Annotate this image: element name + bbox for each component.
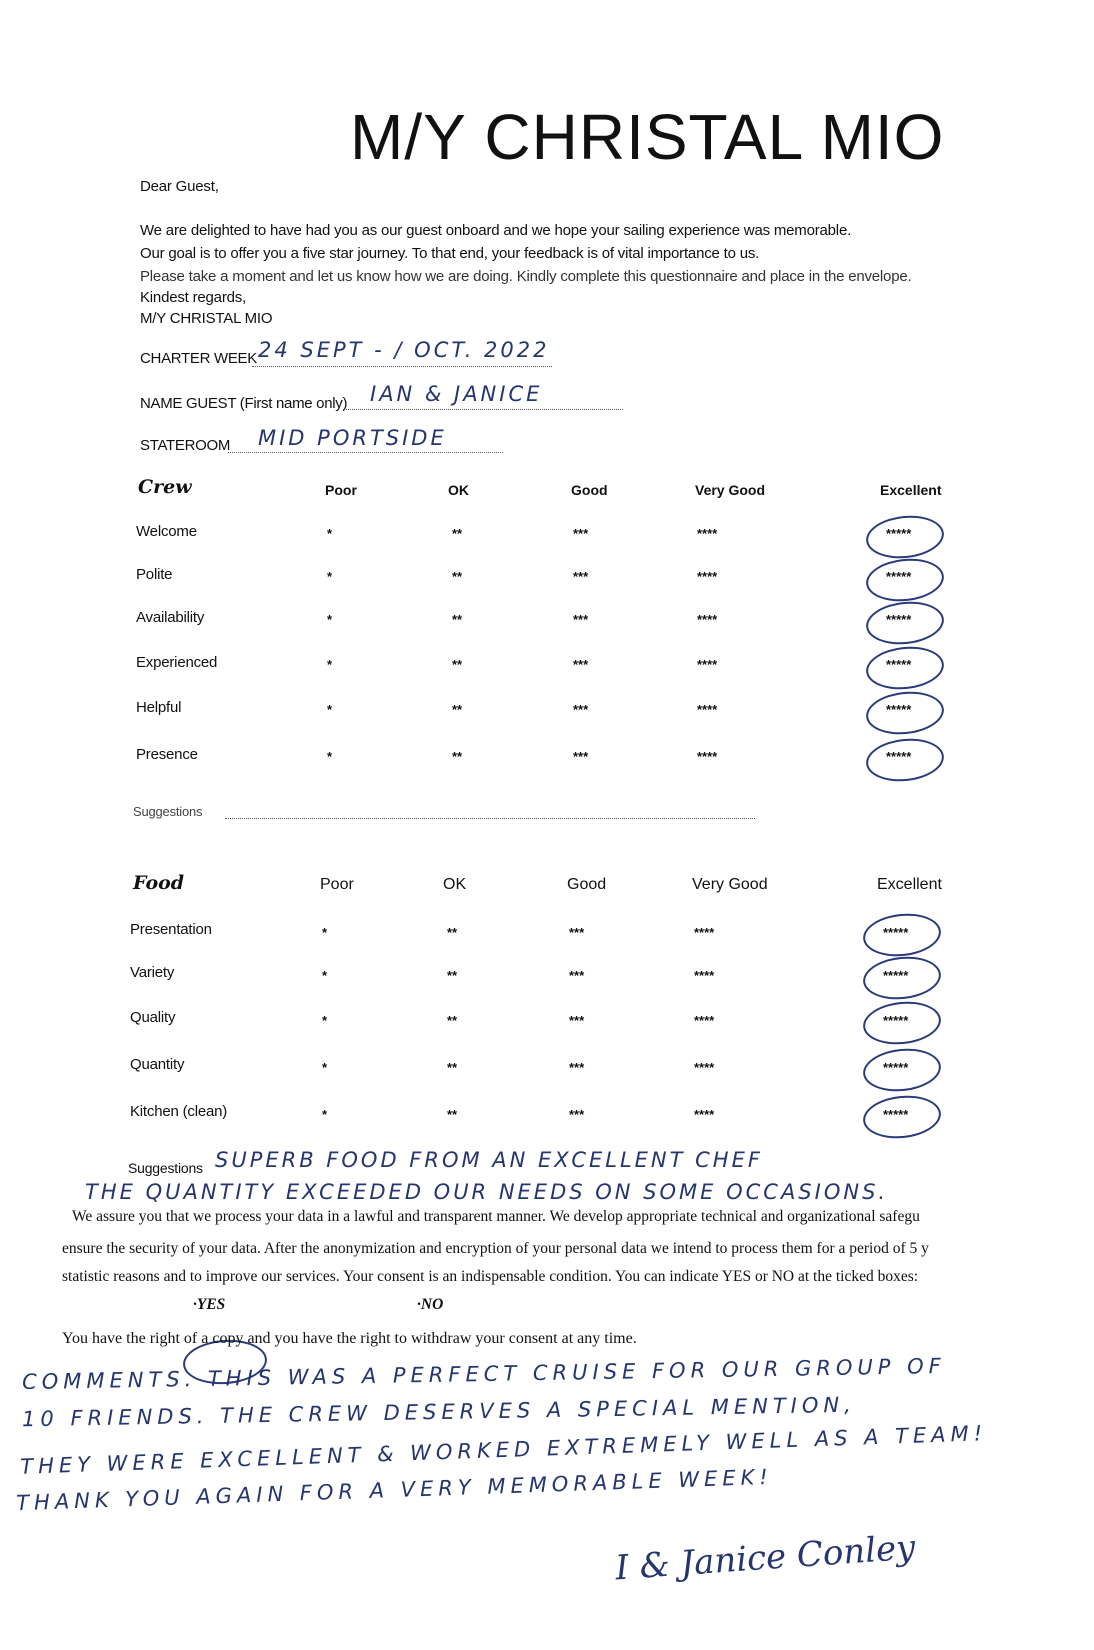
- crew-rating-option[interactable]: *****: [886, 748, 912, 764]
- food-selected-circle: [861, 998, 943, 1048]
- food-header-very-good: Very Good: [692, 876, 768, 893]
- food-selected-circle: [861, 1045, 943, 1095]
- food-rating-option[interactable]: *****: [883, 1107, 909, 1122]
- comments-line-3[interactable]: THEY WERE EXCELLENT & WORKED EXTREMELY WELL AS A TEAM!: [19, 1421, 988, 1479]
- name-guest-dotted-line: [343, 409, 623, 410]
- guest-signature: I & Janice Conley: [613, 1527, 917, 1589]
- food-rating-option[interactable]: ***: [569, 1060, 585, 1075]
- food-rating-option[interactable]: ***: [569, 968, 585, 983]
- food-rating-option[interactable]: *: [322, 1060, 328, 1075]
- food-rating-option[interactable]: ****: [694, 968, 715, 983]
- charter-week-label: CHARTER WEEK: [140, 350, 257, 367]
- crew-rating-option[interactable]: **: [452, 569, 463, 584]
- crew-row-label: Presence: [136, 745, 198, 763]
- stateroom-label: STATEROOM: [140, 437, 231, 454]
- comments-line-2[interactable]: 10 FRIENDS. THE CREW DESERVES A SPECIAL MENTION,: [21, 1392, 856, 1432]
- food-rating-option[interactable]: ***: [569, 1107, 585, 1122]
- crew-rating-option[interactable]: **: [452, 612, 463, 627]
- letter-line-2: Our goal is to offer you a five star journey. To that end, your feedback is of vital importance to us.: [140, 245, 760, 262]
- food-rating-option[interactable]: ****: [694, 1107, 715, 1122]
- crew-selected-circle: [864, 735, 946, 785]
- food-rating-option[interactable]: ***: [569, 1013, 585, 1028]
- consent-line-2: ensure the security of your data. After the anonymization and encryption of your personal data we intend to process them for a period of 5 y: [62, 1240, 929, 1257]
- letter-sender: M/Y CHRISTAL MIO: [140, 310, 273, 327]
- food-rating-option[interactable]: *: [322, 1107, 328, 1122]
- crew-row-label: Polite: [136, 566, 173, 583]
- crew-rating-option[interactable]: *: [327, 748, 333, 764]
- letter-line-1: We are delighted to have had you as our guest onboard and we hope your sailing experience was memorable.: [140, 222, 852, 239]
- crew-rating-option[interactable]: *: [327, 612, 333, 627]
- food-rating-option[interactable]: **: [447, 925, 458, 940]
- name-guest-value[interactable]: IAN & JANICE: [370, 382, 543, 406]
- crew-header-very-good: Very Good: [695, 482, 766, 498]
- crew-row-label: Experienced: [136, 653, 218, 671]
- greeting: Dear Guest,: [140, 178, 219, 195]
- crew-row-label: Helpful: [136, 699, 182, 716]
- charter-week-value[interactable]: 24 SEPT - / OCT. 2022: [258, 338, 550, 362]
- food-header-good: Good: [567, 876, 607, 893]
- food-row-label: Quality: [130, 1009, 176, 1026]
- crew-rating-option[interactable]: *****: [886, 526, 912, 541]
- food-header-excellent: Excellent: [877, 876, 942, 893]
- food-rating-option[interactable]: *: [322, 1013, 328, 1028]
- crew-row-label: Welcome: [136, 523, 197, 540]
- food-rating-option[interactable]: ***: [569, 925, 585, 940]
- comments-line-4[interactable]: THANK YOU AGAIN FOR A VERY MEMORABLE WEEK!: [15, 1464, 774, 1516]
- food-suggestions-line-2[interactable]: THE QUANTITY EXCEEDED OUR NEEDS ON SOME OCCASIONS.: [85, 1180, 889, 1204]
- food-header-ok: OK: [443, 876, 467, 893]
- crew-header-good: Good: [571, 482, 608, 498]
- food-rating-option[interactable]: **: [447, 1060, 458, 1075]
- name-guest-label: NAME GUEST (First name only): [140, 395, 348, 412]
- food-rating-option[interactable]: *****: [883, 925, 909, 940]
- crew-selected-circle: [864, 598, 946, 648]
- document-title: M/Y CHRISTAL MIO: [350, 101, 945, 173]
- food-suggestions-line-1[interactable]: SUPERB FOOD FROM AN EXCELLENT CHEF: [215, 1148, 763, 1172]
- crew-rating-option[interactable]: ****: [697, 656, 718, 672]
- crew-rating-option[interactable]: *: [327, 702, 333, 717]
- food-row-label: Kitchen (clean): [130, 1103, 228, 1120]
- crew-selected-circle: [864, 512, 946, 562]
- food-rating-option[interactable]: ****: [694, 1060, 715, 1075]
- food-suggestions-label: Suggestions: [128, 1160, 203, 1176]
- crew-rating-option[interactable]: ***: [573, 702, 589, 717]
- crew-rating-option[interactable]: *****: [886, 569, 912, 584]
- letter-closing: Kindest regards,: [140, 289, 247, 306]
- food-rating-option[interactable]: *****: [883, 968, 909, 983]
- crew-rating-option[interactable]: *: [327, 569, 333, 584]
- letter-line-3: Please take a moment and let us know how we are doing. Kindly complete this questionnaire and place in the envelope.: [140, 268, 912, 285]
- crew-rating-option[interactable]: ***: [573, 612, 589, 627]
- charter-week-dotted-line: [252, 366, 552, 367]
- food-row-label: Quantity: [130, 1056, 185, 1073]
- food-rating-option[interactable]: ****: [694, 1013, 715, 1028]
- food-selected-circle: [861, 1092, 943, 1142]
- consent-no-option[interactable]: ·NO: [417, 1296, 444, 1313]
- crew-rating-option[interactable]: ****: [697, 748, 718, 764]
- comments-line-1[interactable]: COMMENTS. THIS WAS A PERFECT CRUISE FOR OUR GROUP OF: [21, 1353, 946, 1395]
- crew-rating-option[interactable]: ****: [697, 569, 718, 584]
- crew-rating-option[interactable]: ***: [573, 748, 589, 764]
- crew-selected-circle: [864, 643, 946, 693]
- food-rating-option[interactable]: *: [322, 968, 328, 983]
- crew-suggestions-line[interactable]: [225, 818, 755, 819]
- crew-rating-option[interactable]: ***: [573, 526, 589, 541]
- crew-rating-option[interactable]: ****: [697, 702, 718, 717]
- crew-header-poor: Poor: [325, 482, 357, 498]
- consent-rights: You have the right of a copy and you have the right to withdraw your consent at any time.: [62, 1330, 637, 1347]
- food-rating-option[interactable]: *****: [883, 1060, 909, 1075]
- crew-suggestions-label: Suggestions: [133, 804, 203, 819]
- crew-selected-circle: [864, 555, 946, 605]
- crew-rating-option[interactable]: ****: [697, 526, 718, 541]
- crew-rating-option[interactable]: **: [452, 656, 463, 672]
- crew-rating-option[interactable]: ****: [697, 612, 718, 627]
- crew-rating-option[interactable]: **: [452, 702, 463, 717]
- crew-row-label: Availability: [136, 609, 205, 626]
- food-selected-circle: [861, 910, 943, 960]
- food-row-label: Presentation: [130, 921, 212, 938]
- crew-header-ok: OK: [448, 482, 469, 498]
- food-rating-option[interactable]: *: [322, 925, 328, 940]
- crew-rating-option[interactable]: **: [452, 526, 463, 541]
- crew-rating-option[interactable]: *****: [886, 702, 912, 717]
- crew-header-excellent: Excellent: [880, 482, 942, 498]
- stateroom-dotted-line: [228, 452, 503, 453]
- food-rating-option[interactable]: **: [447, 1107, 458, 1122]
- crew-section-title: Crew: [138, 476, 192, 498]
- food-selected-circle: [861, 953, 943, 1003]
- consent-line-1: We assure you that we process your data in a lawful and transparent manner. We develop appropriate technical and organizational safegu: [72, 1208, 920, 1225]
- stateroom-value[interactable]: MID PORTSIDE: [258, 426, 447, 450]
- crew-rating-option[interactable]: ***: [573, 656, 589, 672]
- crew-rating-option[interactable]: *: [327, 656, 333, 672]
- food-rating-option[interactable]: **: [447, 968, 458, 983]
- food-row-label: Variety: [130, 964, 175, 981]
- crew-rating-option[interactable]: *****: [886, 656, 912, 672]
- crew-selected-circle: [864, 688, 946, 738]
- food-rating-option[interactable]: **: [447, 1013, 458, 1028]
- food-rating-option[interactable]: ****: [694, 925, 715, 940]
- food-rating-option[interactable]: *****: [883, 1013, 909, 1028]
- food-header-poor: Poor: [320, 876, 354, 893]
- food-section-title: Food: [133, 872, 185, 894]
- consent-yes-option[interactable]: ·YES: [193, 1296, 226, 1313]
- crew-rating-option[interactable]: **: [452, 748, 463, 764]
- crew-rating-option[interactable]: *****: [886, 612, 912, 627]
- crew-rating-option[interactable]: *: [327, 526, 333, 541]
- crew-rating-option[interactable]: ***: [573, 569, 589, 584]
- consent-line-3: statistic reasons and to improve our services. Your consent is an indispensable condition. You can indicate YES or NO at the ticked boxes:: [62, 1268, 919, 1285]
